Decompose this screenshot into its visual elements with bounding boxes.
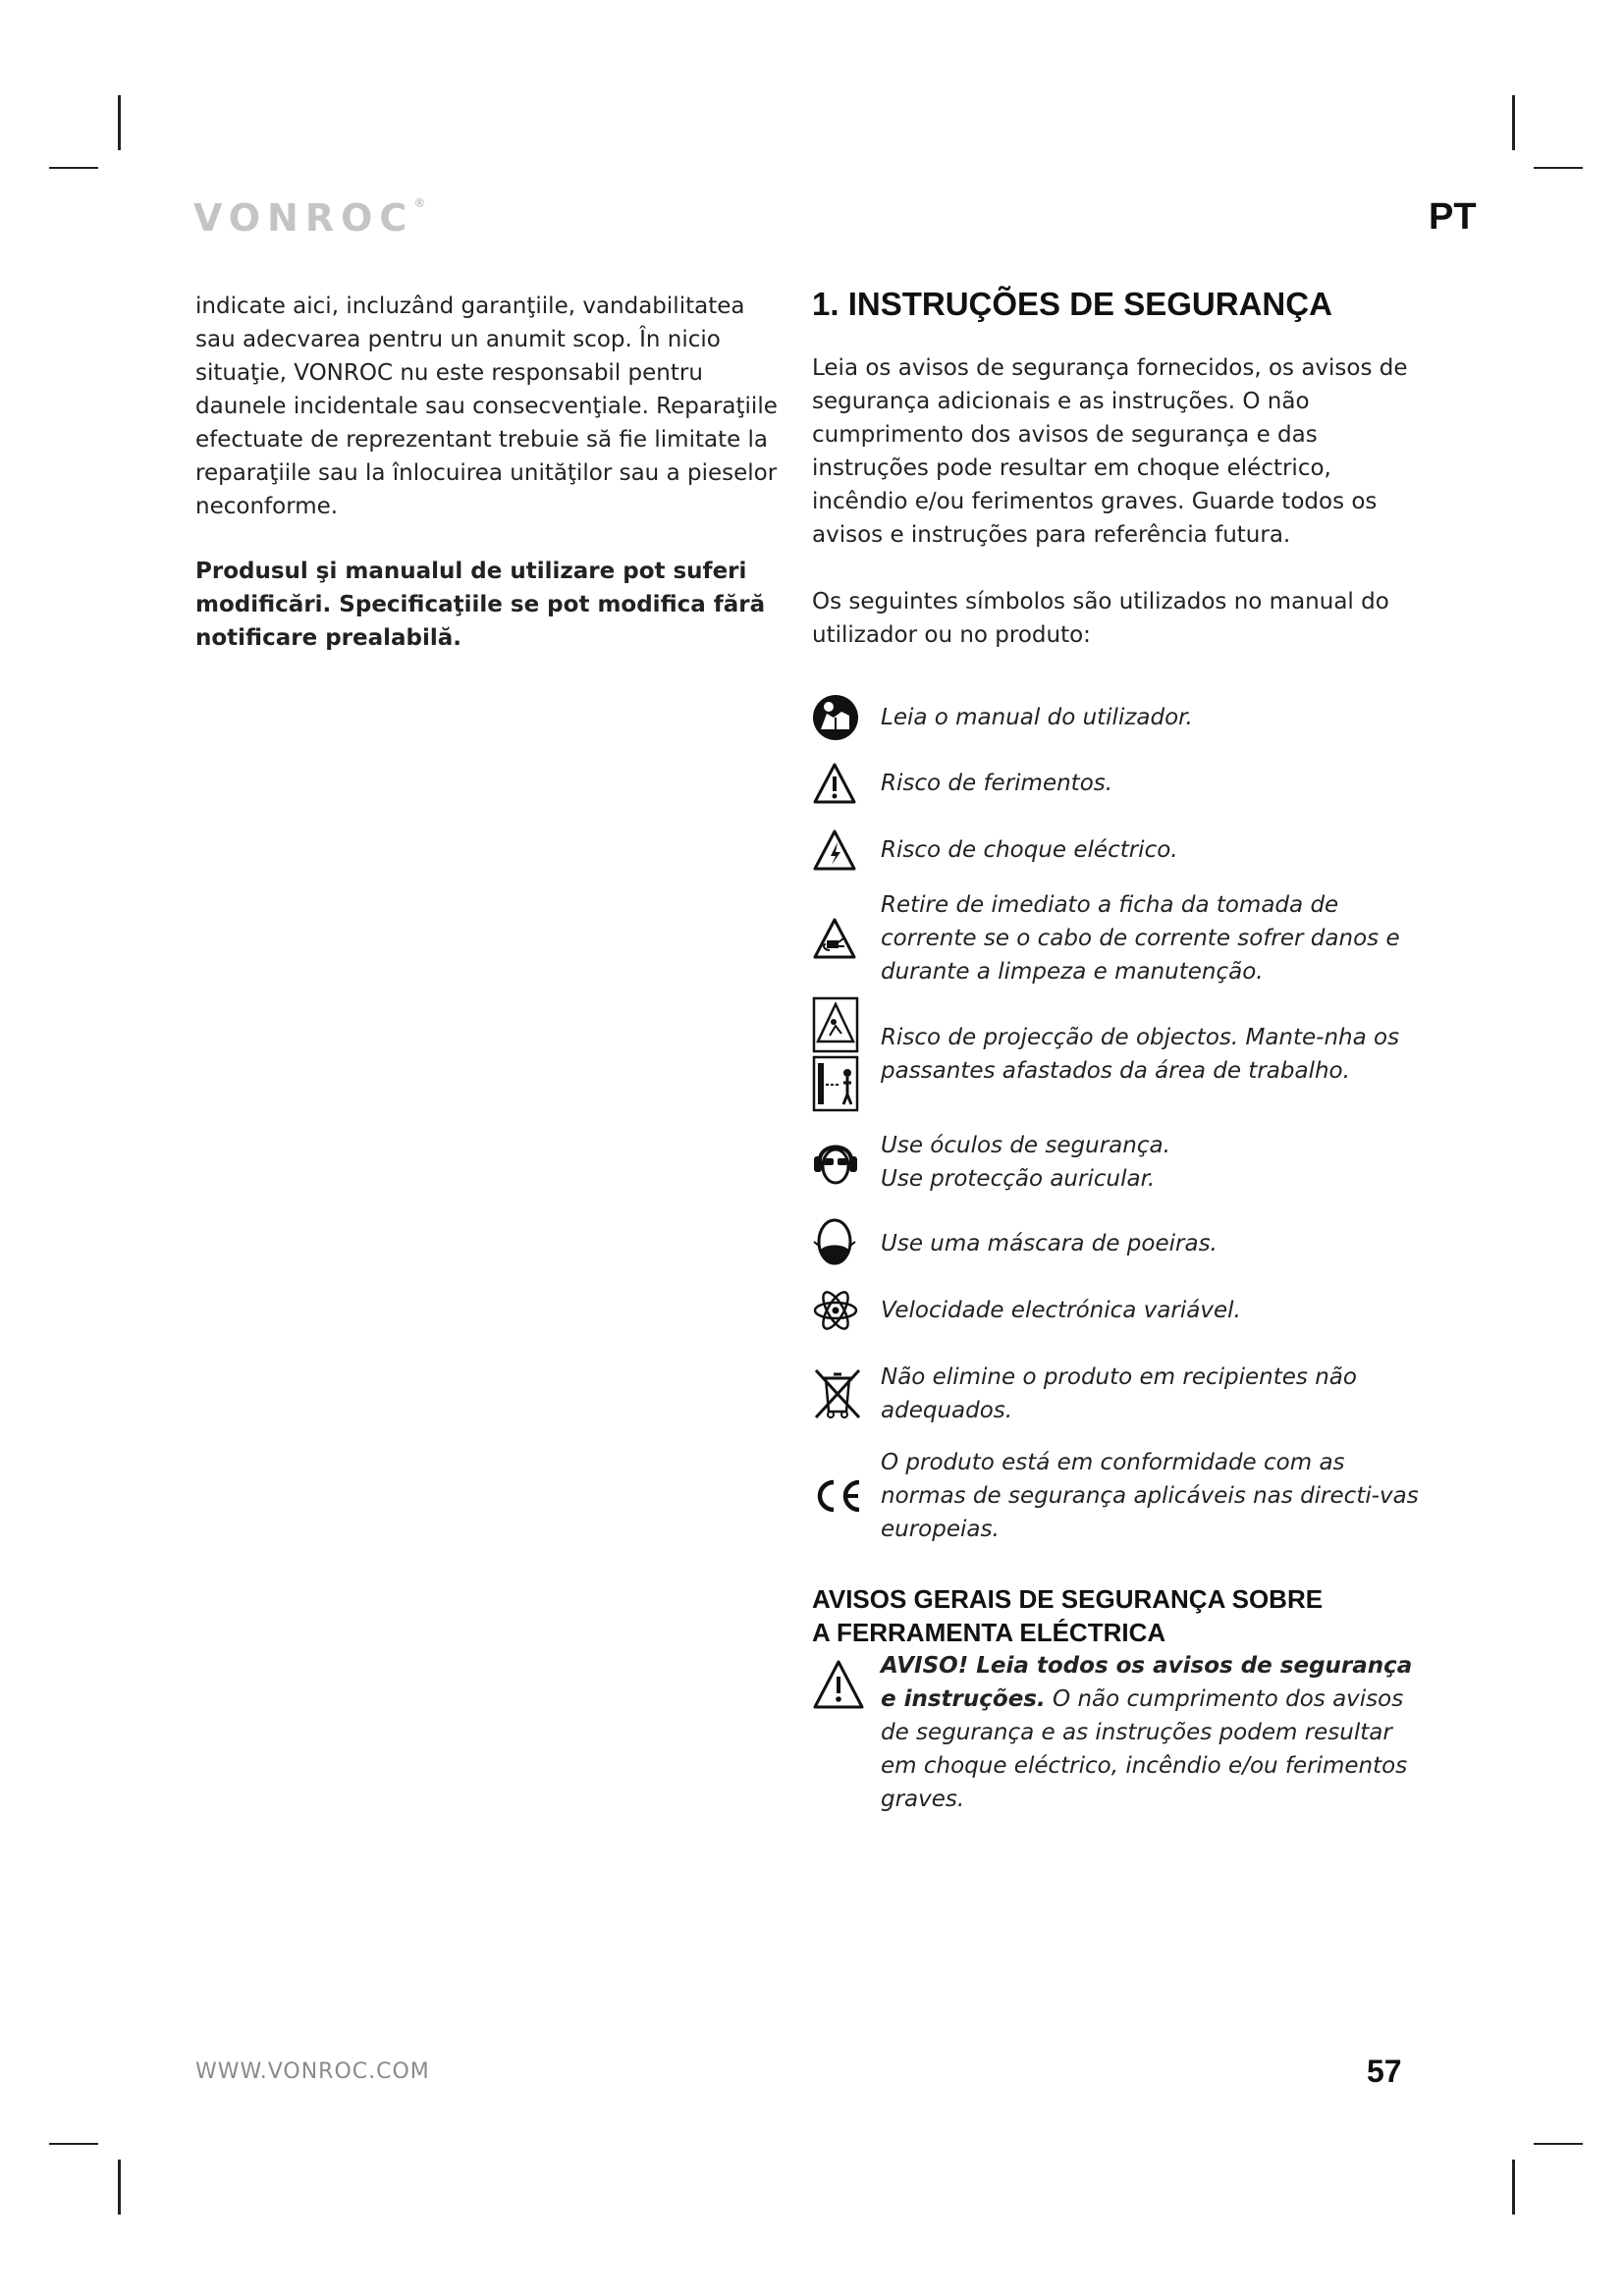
symbol-row: [812, 1115, 1421, 1209]
symbol-row: [812, 883, 1421, 993]
footer-url: WWW.VONROC.COM: [195, 2059, 430, 2084]
crop-mark: [118, 95, 121, 150]
symbol-text: Leia o manual do utilizador.: [881, 705, 1193, 730]
symbol-text: Risco de ferimentos.: [881, 771, 1113, 796]
symbols-intro: Os seguintes símbolos são utilizados no manual do utilizador ou no produto:: [812, 589, 1389, 648]
intro-paragraph: Leia os avisos de segurança fornecidos, os avisos de segurança adicionais e as instruções. O não cumprimento dos avisos de segurança e das instruções pode resultar em choque eléctrico, incêndio e/ou ferimentos graves. Guarde todos os avisos e instruções para referência futura.: [812, 355, 1408, 548]
symbol-row: [812, 993, 1421, 1115]
warning-text: [881, 1649, 1421, 1816]
modification-note: Produsul şi manualul de utilizare pot suferi modificări. Specificaţiile se pot modifica fără notificare prealabilă.: [195, 559, 766, 651]
crop-mark: [1512, 95, 1515, 150]
injury-warning-icon: [812, 762, 881, 805]
symbol-row: [812, 1343, 1421, 1445]
dust-mask-icon: [812, 1216, 881, 1271]
page-number: 57: [1367, 2054, 1402, 2089]
read-manual-icon: [812, 694, 881, 741]
warning-body: O não cumprimento dos avisos de segurança e as instruções podem resultar em choque eléctrico, incêndio e/ou ferimentos graves.: [881, 1686, 1408, 1812]
warranty-paragraph: indicate aici, incluzând garanţiile, vandabilitatea sau adecvarea pentru un anumit scop. În nicio situaţie, VONROC nu este responsabil pentru daunele incidentale sau consecvenţiale. Reparaţiile efectuate de reprezentant trebuie să fie limitate la reparaţiile sau la înlocuirea unităţilor sau a pieselor neconforme.: [195, 294, 778, 519]
symbol-text: Use óculos de segurança.: [881, 1133, 1170, 1158]
crop-mark: [1534, 167, 1583, 169]
crop-mark: [118, 2160, 121, 2215]
symbols-list: [812, 685, 1421, 1547]
brand-mark: ®: [413, 196, 426, 210]
symbol-text: Não elimine o produto em recipientes não adequados.: [881, 1364, 1357, 1423]
symbol-text: Velocidade electrónica variável.: [881, 1298, 1241, 1323]
crop-mark: [1534, 2143, 1583, 2145]
crop-mark: [49, 2143, 98, 2145]
symbol-row: [812, 1209, 1421, 1278]
flying-objects-icon: [812, 996, 881, 1112]
general-warning: [812, 1649, 1421, 1816]
symbol-text-group: [881, 1129, 1170, 1196]
warning-bold: AVISO! Leia todos os avisos de segurança e instruções.: [881, 1653, 1413, 1712]
symbol-text: Risco de projecção de objectos. Mante-nha os passantes afastados da área de trabalho.: [881, 1025, 1400, 1084]
symbol-row: [812, 685, 1421, 750]
left-column: [195, 290, 785, 655]
language-code: PT: [1429, 196, 1477, 238]
crop-mark: [49, 167, 98, 169]
symbol-row: [812, 817, 1421, 883]
goggles-earmuffs-icon: [812, 1137, 881, 1188]
symbol-text: Risco de choque eléctrico.: [881, 837, 1178, 863]
brand-logo: [193, 196, 425, 240]
symbol-row: [812, 750, 1421, 817]
warning-triangle-icon: [812, 1649, 881, 1720]
electric-shock-icon: [812, 828, 881, 872]
right-column: [812, 285, 1421, 1816]
symbol-row: [812, 1445, 1421, 1547]
symbol-text: Use uma máscara de poeiras.: [881, 1231, 1218, 1256]
symbol-text: Retire de imediato a ficha da tomada de corrente se o cabo de corrente sofrer danos e durante a limpeza e manutenção.: [881, 892, 1400, 985]
crop-mark: [1512, 2160, 1515, 2215]
general-warnings-heading: [812, 1582, 1421, 1649]
ce-mark-icon: [812, 1476, 881, 1516]
symbol-row: [812, 1278, 1421, 1343]
symbol-text: Use protecção auricular.: [881, 1166, 1156, 1192]
variable-speed-icon: [812, 1289, 881, 1332]
brand-name: VONROC: [193, 196, 414, 240]
symbol-text: O produto está em conformidade com as normas de segurança aplicáveis nas directi-vas europeias.: [881, 1450, 1419, 1542]
unplug-warning-icon: [812, 917, 881, 960]
heading-line: A FERRAMENTA ELÉCTRICA: [812, 1618, 1166, 1647]
heading-line: AVISOS GERAIS DE SEGURANÇA SOBRE: [812, 1584, 1324, 1614]
weee-bin-icon: [812, 1366, 881, 1421]
section-heading: 1. INSTRUÇÕES DE SEGURANÇA: [812, 286, 1332, 322]
